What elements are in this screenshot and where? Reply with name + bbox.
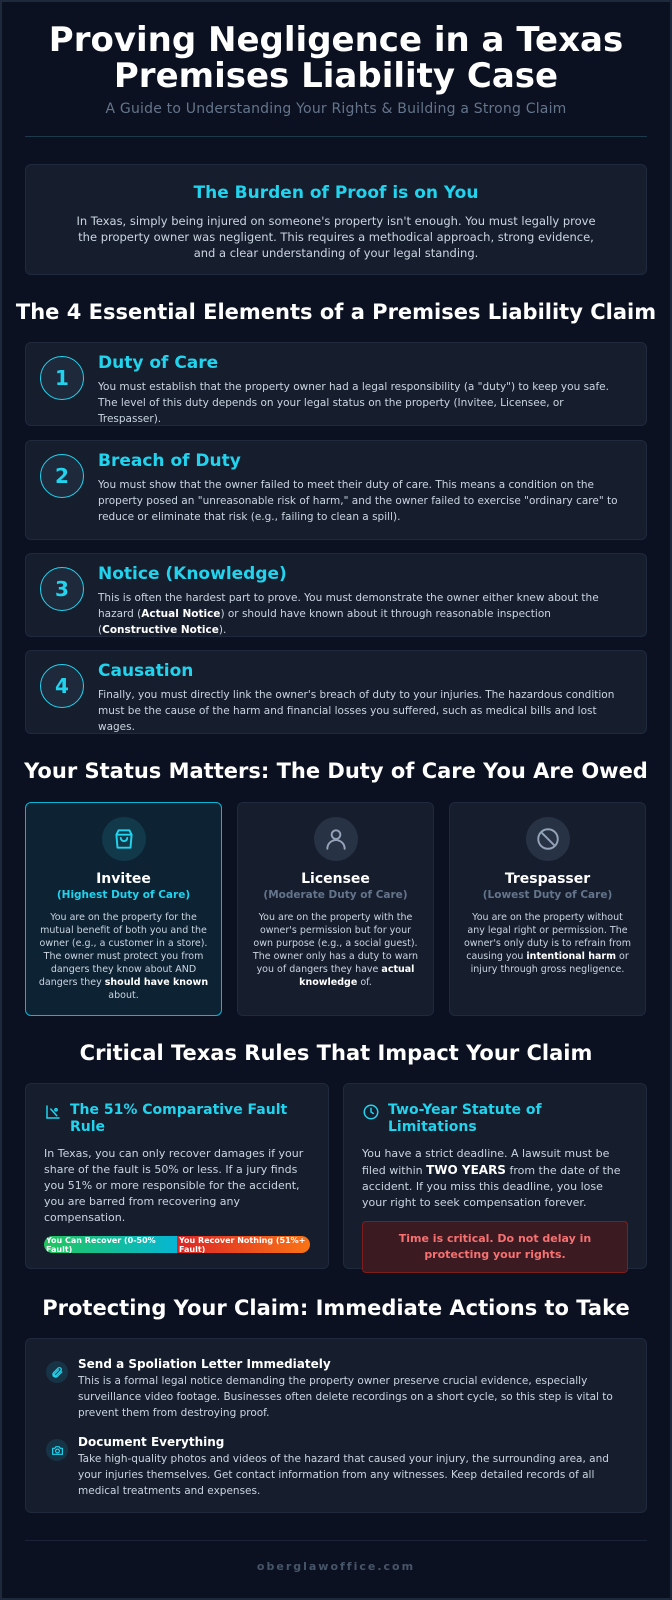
element-title: Duty of Care (98, 353, 219, 373)
element-number: 4 (40, 664, 84, 708)
statute-text: You have a strict deadline. A lawsuit must be filed within TWO YEARS from the date of the accident. If you miss this deadline, you lose your right to seek compensation forever. (362, 1147, 621, 1209)
no-recovery-segment: You Recover Nothing (51%+ Fault) (177, 1236, 310, 1253)
camera-icon (46, 1439, 68, 1461)
paperclip-icon (46, 1361, 68, 1383)
statute-of-limitations-card (343, 1083, 647, 1269)
page-title (0, 22, 672, 94)
action-title: Document Everything (78, 1435, 225, 1449)
fault-rule-text: In Texas, you can only recover damages if your share of the fault is 50% or less. If a jury finds you 51% or more responsible for the accident, you are barred from recovering any compensation. (44, 1147, 304, 1224)
burden-title: The Burden of Proof is on You (193, 183, 479, 203)
shopping-bag-icon (102, 817, 146, 861)
status-card-licensee (237, 802, 434, 1016)
percent-icon (44, 1102, 70, 1125)
recover-segment: You Can Recover (0-50% Fault) (44, 1236, 177, 1253)
status-level: (Lowest Duty of Care) (482, 889, 613, 901)
action-title: Send a Spoliation Letter Immediately (78, 1357, 331, 1371)
element-card-causation (25, 650, 647, 734)
action-text: This is a formal legal notice demanding the property owner preserve crucial evidence, especially surveillance video footage. Businesses often delete recordings on a short cycle, so this step is vital to prevent them from destroying proof. (78, 1375, 613, 1419)
footer-domain[interactable]: oberglawoffice.com (256, 1560, 416, 1573)
elements-section-title: The 4 Essential Elements of a Premises Liability Claim (15, 300, 657, 324)
fault-threshold-bar (44, 1236, 310, 1253)
element-number: 2 (40, 454, 84, 498)
actions-section-title: Protecting Your Claim: Immediate Actions to Take (42, 1296, 630, 1320)
element-number: 1 (40, 356, 84, 400)
page-subtitle: A Guide to Understanding Your Rights & Building a Strong Claim (105, 101, 567, 117)
page-title-line-2: Premises Liability Case (113, 56, 559, 96)
element-title: Breach of Duty (98, 451, 241, 471)
element-title: Notice (Knowledge) (98, 564, 287, 584)
element-card-notice (25, 553, 647, 637)
action-item-spoliation-letter (46, 1357, 626, 1421)
status-title: Licensee (301, 871, 370, 887)
status-card-trespasser (449, 802, 646, 1016)
rules-section-title: Critical Texas Rules That Impact Your Claim (79, 1041, 593, 1065)
time-critical-alert: Time is critical. Do not delay in protecting your rights. (362, 1221, 628, 1273)
element-text: You must establish that the property owner had a legal responsibility (a "duty") to keep you safe. The level of this duty depends on your legal status on the property (Invitee, Licensee, or Trespasser). (98, 381, 609, 425)
immediate-actions-card (25, 1338, 647, 1513)
user-icon (314, 817, 358, 861)
status-text: You are on the property without any legal right or permission. The owner's only duty is to refrain from causing you intentional harm or injury through gross negligence. (463, 912, 632, 975)
status-title: Invitee (96, 871, 151, 887)
element-card-duty-of-care (25, 342, 647, 426)
status-level: (Moderate Duty of Care) (263, 889, 408, 901)
header-divider (25, 136, 647, 137)
element-text: You must show that the owner failed to meet their duty of care. This means a condition on the property posed an "unreasonable risk of harm," and the owner failed to exercise "ordinary care" to reduce or eliminate that risk (e.g., failing to clean a spill). (98, 479, 618, 523)
status-level: (Highest Duty of Care) (56, 889, 191, 901)
element-title: Causation (98, 661, 194, 681)
statute-title: Two-Year Statute of Limitations (388, 1102, 542, 1135)
status-card-invitee (25, 802, 222, 1016)
burden-of-proof-card (25, 164, 647, 275)
clock-icon (362, 1102, 388, 1125)
footer-divider (25, 1540, 647, 1541)
element-number: 3 (40, 567, 84, 611)
action-text: Take high-quality photos and videos of the hazard that caused your injury, the surrounding area, and your injuries themselves. Get contact information from any witnesses. Keep detailed records of all medical treatments and expenses. (78, 1453, 609, 1497)
status-text: You are on the property with the owner's permission but for your own purpose (e.g., a social guest). The owner only has a duty to warn you of dangers they have actual knowledge of. (252, 912, 419, 988)
element-text: This is often the hardest part to prove. You must demonstrate the owner either knew about the hazard (Actual Notice) or should have known about it through reasonable inspection (Constructive Notice). (98, 592, 599, 636)
fault-rule-title: The 51% Comparative Fault Rule (70, 1102, 288, 1135)
page-title-line-1: Proving Negligence in a Texas (48, 20, 624, 60)
status-text: You are on the property for the mutual benefit of both you and the owner (e.g., a customer in a store). The owner must protect you from dangers they know about AND dangers they should have known about. (38, 912, 209, 1001)
prohibited-icon (526, 817, 570, 861)
element-card-breach-of-duty (25, 440, 647, 540)
comparative-fault-card (25, 1083, 329, 1269)
action-item-document-everything (46, 1435, 626, 1499)
status-section-title: Your Status Matters: The Duty of Care You Are Owed (24, 759, 648, 783)
status-title: Trespasser (504, 871, 591, 887)
burden-text: In Texas, simply being injured on someone's property isn't enough. You must legally prove the property owner was negligent. This requires a methodical approach, strong evidence, and a clear understanding of your legal standing. (76, 214, 596, 260)
element-text: Finally, you must directly link the owner's breach of duty to your injuries. The hazardous condition must be the cause of the harm and financial losses you suffered, such as medical bills and lost wages. (98, 689, 615, 733)
